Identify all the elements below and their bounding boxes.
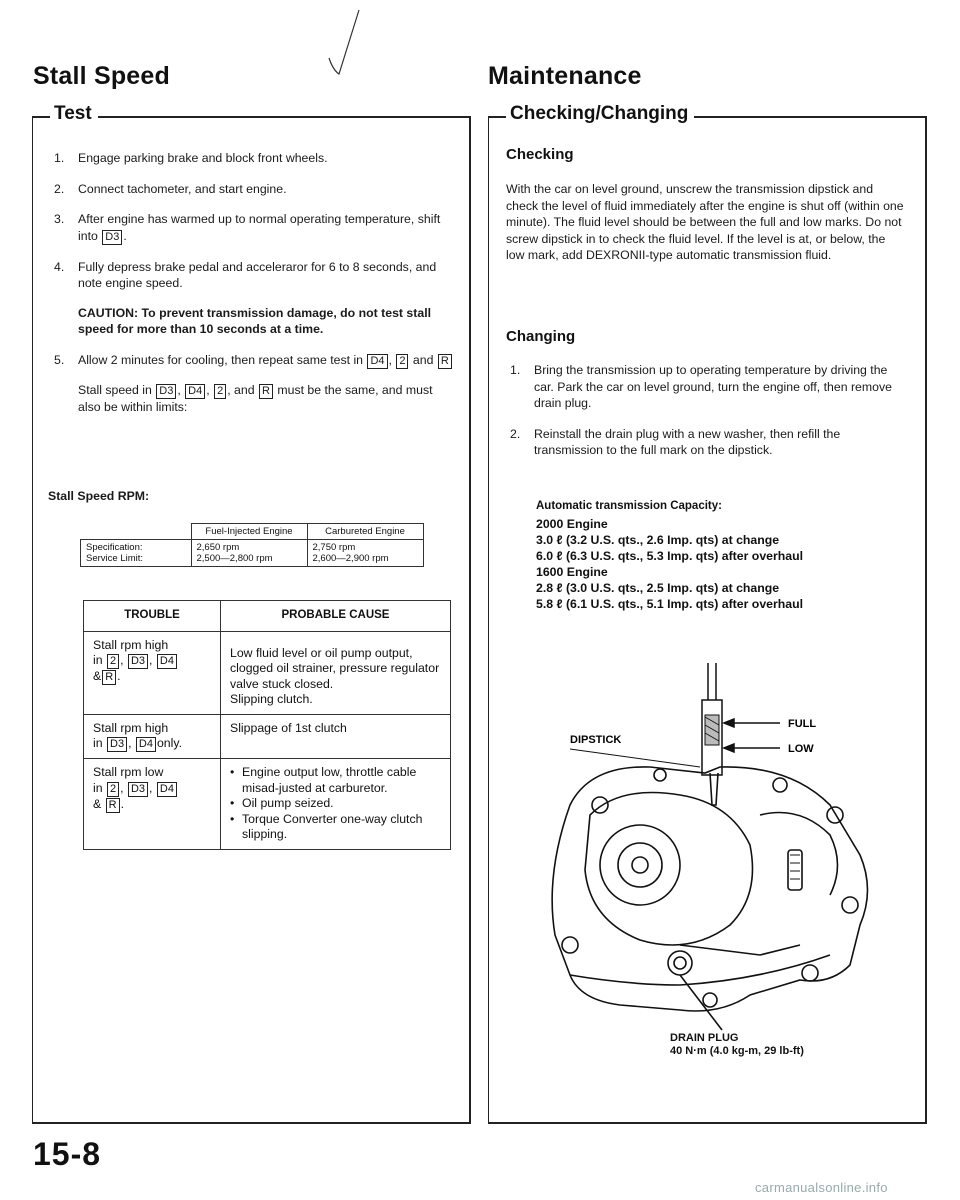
drain-plug-label: DRAIN PLUG 40 N·m (4.0 kg-m, 29 lb-ft) [670,1032,804,1057]
spec-header-fi: Fuel-Injected Engine [191,524,307,540]
list-item: 6.0 ℓ (6.3 U.S. qts., 5.3 Imp. qts) after overhaul [536,549,804,563]
changing-steps [500,362,908,473]
changing-heading: Changing [506,328,576,345]
watermark: carmanualsonline.info [755,1180,888,1195]
changing-step-2: 2. Reinstall the drain plug with a new washer, then refill the transmission to the full mark on the dipstick. [510,426,841,457]
transmission-dipstick-figure [530,655,890,1040]
stall-speed-note: Stall speed in D3 , D4 , 2 , and R must be the same, and must also be within limits: [78,382,433,414]
transmission-housing [552,767,867,1011]
list-item: 5.8 ℓ (6.1 U.S. qts., 5.1 Imp. qts) after overhaul [536,597,804,611]
cause-header: PROBABLE CAUSE [221,601,451,632]
list-item: 2000 Engine [536,517,608,531]
drain-plug-torque: 40 N·m (4.0 kg-m, 29 lb-ft) [670,1045,804,1057]
transmission-capacity: Automatic transmission Capacity: 2000 Engine 3.0 ℓ (3.2 U.S. qts., 2.6 Imp. qts) at change 6.0 ℓ (6.3 U.S. qts., 5.3 Imp. qts) after overhaul 1600 Engine 2.8 ℓ (3.0 U.S. qts., 2.5 Imp. qts) at change 5.8 ℓ (6.1 U.S. qts., 5.1 Imp. qts) after overhaul [536,498,906,612]
list-item: • Engine output low, throttle cable misad-justed at carburetor. [230,765,441,796]
step-5: 5. Allow 2 minutes for cooling, then repeat same test in D4 , 2 and R Stall speed in D3 , D4 , 2 , and R must be the same, and must also be within limits: [44,352,456,416]
dipstick-label: DIPSTICK [570,734,622,746]
drain-plug [668,951,722,1030]
troubleshooting-table [83,600,451,850]
page-number: 15-8 [33,1136,102,1172]
level-arrows [724,719,780,752]
spec-header-carb: Carbureted Engine [307,524,423,540]
table-row: Stall rpm high in D3 , D4 only. Slippage of 1st clutch [84,714,451,759]
stall-speed-rpm-label: Stall Speed RPM: [48,489,150,503]
page-title-stall-speed: Stall Speed [33,62,170,90]
list-item: • Torque Converter one-way clutch slipping. [230,812,441,843]
section-heading-test: Test [50,103,98,125]
table-row: Stall rpm low in 2 , D3 , D4 & R . • Engine output low, throttle cable misad-justed at carburetor. • Oil pump seized. • Torque Converter one-way clutch slipping. [84,759,451,850]
list-item: 2.8 ℓ (3.0 U.S. qts., 2.5 Imp. qts) at change [536,581,780,595]
caution-note: CAUTION: To prevent transmission damage, do not test stall speed for more than 10 seconds at a time. [78,305,432,336]
list-item: 1600 Engine [536,565,608,579]
checking-text: With the car on level ground, unscrew the transmission dipstick and check the level of fluid immediately after the engine is shut off (within one minute). The fluid level should be between the full and low marks. Do not screw dipstick in to check the fluid level. If the level is at, or below, the low mark, add DEXRONII-type automatic transmission fluid. [506,182,904,262]
section-heading-checking-changing: Checking/Changing [506,103,694,125]
step-2: 2. Connect tachometer, and start engine. [54,181,287,196]
list-item: 3.0 ℓ (3.2 U.S. qts., 2.6 Imp. qts) at change [536,533,780,547]
dipstick-detail [702,663,722,775]
changing-step-1: 1. Bring the transmission up to operating temperature by driving the car. Park the car on level ground, turn the engine off, then remove drain plug. [510,363,892,410]
pen-tick-mark [325,8,365,78]
trouble-header: TROUBLE [84,601,221,632]
test-steps [44,150,456,429]
spec-carb-values: 2,750 rpm 2,600—2,900 rpm [307,540,423,567]
list-item: • Oil pump seized. [230,796,441,812]
table-row: Stall rpm high in 2 , D3 , D4 & R . Low fluid level or oil pump output, clogged oil strainer, pressure regulator valve stuck closed. Slipping clutch. [84,631,451,714]
page-title-maintenance: Maintenance [488,62,642,90]
full-label: FULL [788,718,817,730]
gear-key-d3: D3 [102,230,122,245]
spec-row-labels: Specification: Service Limit: [81,540,192,567]
spec-fi-values: 2,650 rpm 2,500—2,800 rpm [191,540,307,567]
step-4: 4. Fully depress brake pedal and acceleraror for 6 to 8 seconds, and note engine speed. CAUTION: To prevent transmission damage, do not test stall speed for more than 10 seconds at a time. [44,259,456,338]
step-1: 1. Engage parking brake and block front wheels. [54,151,328,165]
checking-heading: Checking [506,146,574,163]
low-label: LOW [788,743,814,755]
step-3: 3. After engine has warmed up to normal operating temperature, shift into D3 . [54,212,441,243]
stall-speed-spec-table [80,523,424,567]
